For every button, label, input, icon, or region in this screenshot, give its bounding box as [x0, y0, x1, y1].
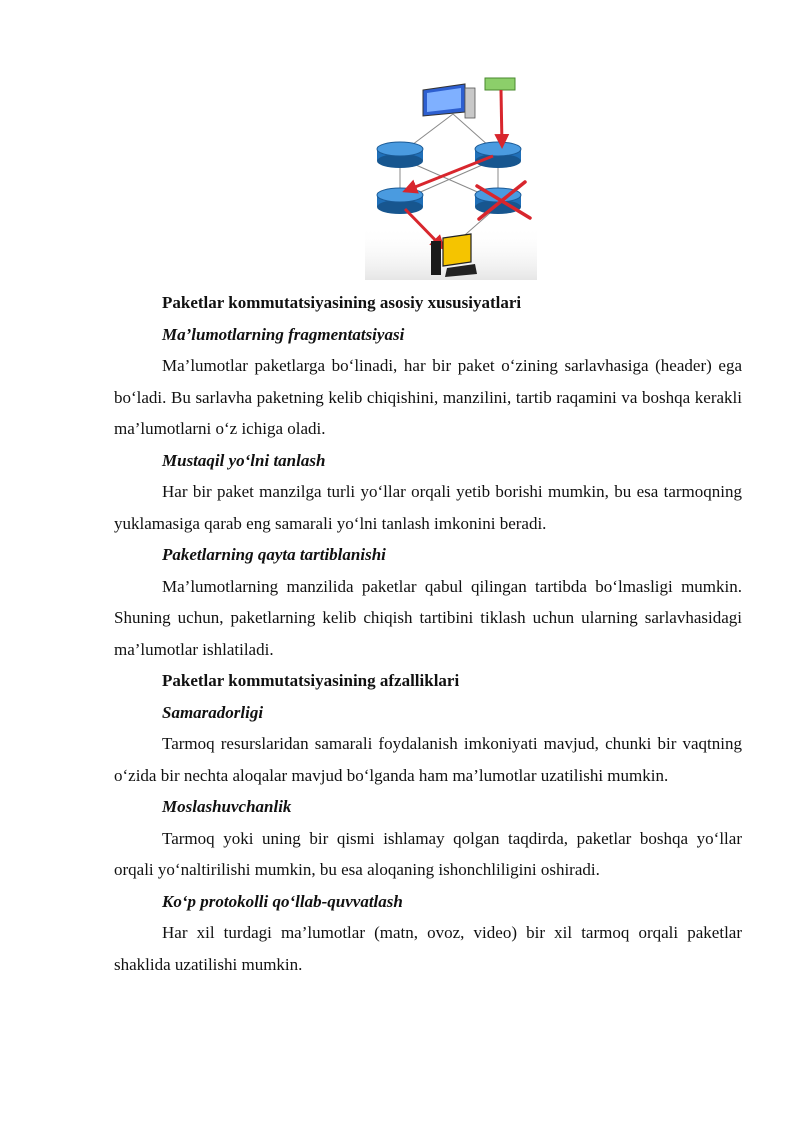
subheading-multiprotocol: Ko‘p protokolli qo‘llab-quvvatlash: [162, 891, 403, 911]
paragraph-flexibility: Tarmoq yoki uning bir qismi ishlamay qolgan taqdirda, paketlar boshqa yo‘llar orqali yo‘naltirilishi mumkin, bu esa aloqaning ishonchliligini oshiradi.: [114, 828, 742, 879]
source-computer-icon: [423, 84, 475, 118]
paragraph-route-selection: Har bir paket manzilga turli yo‘llar orqali yetib borishi mumkin, bu esa tarmoqning yuklamasiga qarab eng samarali yo‘lni tanlash imkonini beradi.: [114, 482, 742, 533]
subheading-flexibility: Moslashuvchanlik: [162, 797, 292, 816]
paragraph-efficiency: Tarmoq resurslaridan samarali foydalanish imkoniyati mavjud, chunki bir vaqtning o‘zida bir nechta aloqalar mavjud bo‘lganda ham ma’lumotlar uzatilishi mumkin.: [114, 734, 742, 785]
section-heading-advantages: Paketlar kommutatsiyasining afzalliklari: [162, 671, 460, 690]
paragraph-reordering: Ma’lumotlarning manzilida paketlar qabul qilingan tartibda bo‘lmasligi mumkin. Shuning uchun, paketlarning kelib chiqish tartibini tiklash uchun ularning sarlavhasidagi ma’lumotlar ishlatiladi.: [114, 576, 742, 659]
paragraph-multiprotocol: Har xil turdagi ma’lumotlar (matn, ovoz, video) bir xil tarmoq orqali paketlar shaklida uzatilishi mumkin.: [114, 923, 742, 974]
packet-switching-diagram: [365, 76, 537, 280]
document-body: [114, 287, 742, 980]
packet-path-arrows: [405, 90, 502, 248]
subheading-route-selection: Mustaqil yo‘lni tanlash: [162, 450, 326, 470]
paragraph-fragmentation: Ma’lumotlar paketlarga bo‘linadi, har bir paket o‘zining sarlavhasiga (header) ega bo‘ladi. Bu sarlavha paketning kelib chiqishini, manzilini, tartib raqamini va boshqa kerakli ma’lumotlarni o‘z ichiga oladi.: [114, 356, 742, 438]
router-icon: [475, 142, 521, 168]
router-icon: [377, 142, 423, 168]
router-icon: [377, 188, 423, 214]
subheading-reordering: Paketlarning qayta tartiblanishi: [162, 545, 386, 564]
subheading-fragmentation: Ma’lumotlarning fragmentatsiyasi: [162, 324, 405, 344]
source-box: [485, 78, 515, 90]
subheading-efficiency: Samaradorligi: [162, 702, 264, 722]
section-heading-features: Paketlar kommutatsiyasining asosiy xususiyatlari: [162, 293, 522, 312]
